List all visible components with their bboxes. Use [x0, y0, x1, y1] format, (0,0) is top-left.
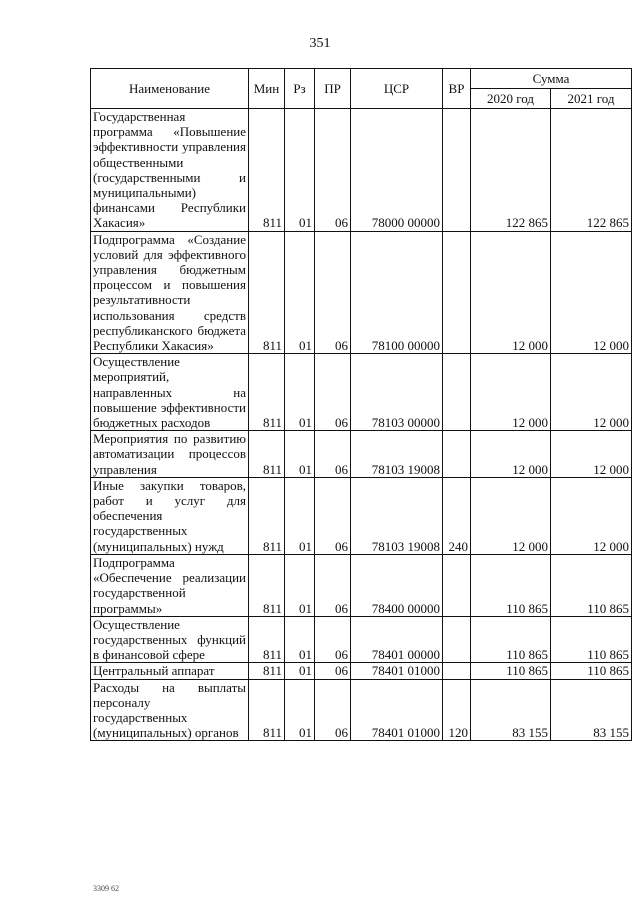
row-sum-2021: 12 000 [551, 354, 632, 431]
row-rz: 01 [285, 663, 315, 679]
header-year-2020: 2020 год [471, 89, 551, 109]
row-pr: 06 [315, 663, 351, 679]
row-csr: 78100 00000 [351, 231, 443, 354]
header-vr: ВР [443, 69, 471, 109]
row-rz: 01 [285, 109, 315, 232]
row-csr: 78103 19008 [351, 431, 443, 478]
row-min: 811 [249, 616, 285, 663]
row-csr: 78401 01000 [351, 679, 443, 741]
row-vr [443, 554, 471, 616]
row-pr: 06 [315, 431, 351, 478]
table-row [91, 431, 632, 478]
row-name: Подпрограмма «Обеспечение реализации государственной программы» [91, 554, 249, 616]
row-csr: 78000 00000 [351, 109, 443, 232]
row-vr [443, 663, 471, 679]
row-pr: 06 [315, 354, 351, 431]
row-csr: 78400 00000 [351, 554, 443, 616]
row-sum-2020: 83 155 [471, 679, 551, 741]
row-min: 811 [249, 354, 285, 431]
table-row [91, 663, 632, 679]
row-vr [443, 354, 471, 431]
row-sum-2020: 12 000 [471, 231, 551, 354]
row-sum-2021: 110 865 [551, 616, 632, 663]
row-csr: 78401 00000 [351, 616, 443, 663]
row-vr [443, 231, 471, 354]
row-sum-2020: 110 865 [471, 616, 551, 663]
row-min: 811 [249, 554, 285, 616]
row-name: Иные закупки товаров, работ и услуг для обеспечения государственных (муниципальных) нужд [91, 477, 249, 554]
row-rz: 01 [285, 616, 315, 663]
row-csr: 78401 01000 [351, 663, 443, 679]
footer-code: 3309 62 [93, 884, 119, 893]
row-sum-2020: 12 000 [471, 431, 551, 478]
table-body [91, 109, 632, 741]
table-row [91, 679, 632, 741]
row-name: Подпрограмма «Создание условий для эффективного управления бюджетным процессом и повышения результативности использования средств республиканского бюджета Республики Хакасия» [91, 231, 249, 354]
page-number: 351 [309, 36, 331, 51]
header-min: Мин [249, 69, 285, 109]
header-name: Наименование [91, 69, 249, 109]
table-row [91, 477, 632, 554]
row-sum-2020: 110 865 [471, 554, 551, 616]
row-pr: 06 [315, 616, 351, 663]
row-rz: 01 [285, 431, 315, 478]
row-vr [443, 109, 471, 232]
row-pr: 06 [315, 554, 351, 616]
row-pr: 06 [315, 231, 351, 354]
row-name: Осуществление государственных функций в финансовой сфере [91, 616, 249, 663]
row-vr: 240 [443, 477, 471, 554]
row-name: Государственная программа «Повышение эффективности управления общественными (государственными и муниципальными) финансами Республики Хакасия» [91, 109, 249, 232]
row-name: Расходы на выплаты персоналу государственных (муниципальных) органов [91, 679, 249, 741]
table-row [91, 231, 632, 354]
row-sum-2021: 83 155 [551, 679, 632, 741]
row-min: 811 [249, 477, 285, 554]
header-csr: ЦСР [351, 69, 443, 109]
row-vr: 120 [443, 679, 471, 741]
row-vr [443, 616, 471, 663]
budget-table [90, 68, 632, 741]
row-name: Осуществление мероприятий, направленных на повышение эффективности бюджетных расходов [91, 354, 249, 431]
row-name: Центральный аппарат [91, 663, 249, 679]
row-vr [443, 431, 471, 478]
row-sum-2020: 122 865 [471, 109, 551, 232]
table-row [91, 554, 632, 616]
row-sum-2020: 12 000 [471, 477, 551, 554]
header-pr: ПР [315, 69, 351, 109]
row-min: 811 [249, 431, 285, 478]
row-pr: 06 [315, 679, 351, 741]
row-pr: 06 [315, 109, 351, 232]
row-rz: 01 [285, 477, 315, 554]
row-rz: 01 [285, 231, 315, 354]
row-rz: 01 [285, 354, 315, 431]
row-sum-2020: 12 000 [471, 354, 551, 431]
header-sum: Сумма [471, 69, 632, 89]
row-min: 811 [249, 231, 285, 354]
row-sum-2020: 110 865 [471, 663, 551, 679]
row-rz: 01 [285, 554, 315, 616]
row-sum-2021: 12 000 [551, 477, 632, 554]
row-csr: 78103 00000 [351, 354, 443, 431]
row-min: 811 [249, 679, 285, 741]
header-rz: Рз [285, 69, 315, 109]
row-sum-2021: 122 865 [551, 109, 632, 232]
row-sum-2021: 12 000 [551, 431, 632, 478]
row-min: 811 [249, 663, 285, 679]
row-rz: 01 [285, 679, 315, 741]
row-pr: 06 [315, 477, 351, 554]
table-row [91, 616, 632, 663]
row-name: Мероприятия по развитию автоматизации процессов управления [91, 431, 249, 478]
header-year-2021: 2021 год [551, 89, 632, 109]
row-csr: 78103 19008 [351, 477, 443, 554]
row-sum-2021: 12 000 [551, 231, 632, 354]
table-row [91, 109, 632, 232]
row-sum-2021: 110 865 [551, 554, 632, 616]
table-row [91, 354, 632, 431]
row-min: 811 [249, 109, 285, 232]
row-sum-2021: 110 865 [551, 663, 632, 679]
